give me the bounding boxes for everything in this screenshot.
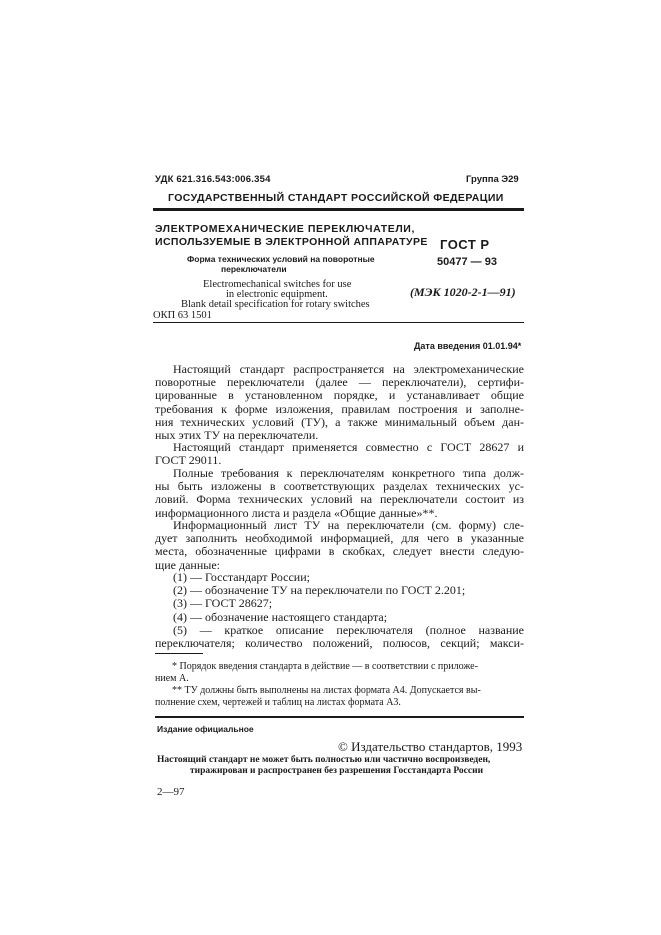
footnote-1-line-1: * Порядок введения стандарта в действие — в соответствии с приложе- bbox=[172, 661, 478, 672]
paragraph-line: ния технических условий (ТУ), а также минимальный объем дан- bbox=[155, 414, 524, 429]
gost-designation: ГОСТ Р bbox=[440, 237, 490, 252]
list-item: (5) — краткое описание переключателя (полное название bbox=[173, 622, 524, 637]
reproduction-notice-line-2: тиражирован и распространен без разрешения Госстандарта России bbox=[190, 766, 484, 776]
official-edition-label: Издание официальное bbox=[157, 724, 254, 734]
paragraph-line: требования к форме изложения, правилам построения и заполне- bbox=[155, 401, 524, 416]
footnote-separator bbox=[155, 653, 203, 654]
footnote-1-line-2: нием А. bbox=[155, 673, 189, 684]
paragraph-info-sheet bbox=[155, 519, 524, 572]
footnote-2-line-1: ** ТУ должны быть выполнены на листах формата А4. Допускается вы- bbox=[172, 685, 481, 696]
title-ru-line-1: ЭЛЕКТРОМЕХАНИЧЕСКИЕ ПЕРЕКЛЮЧАТЕЛИ, bbox=[155, 223, 415, 235]
standard-banner: ГОСУДАРСТВЕННЫЙ СТАНДАРТ РОССИЙСКОЙ ФЕДЕРАЦИИ bbox=[168, 192, 504, 204]
footnote-2-line-2: полнение схем, чертежей и таблиц на листах формата А3. bbox=[155, 697, 401, 708]
paragraph-line: Информационный лист ТУ на переключатели (см. форму) сле- bbox=[173, 518, 524, 532]
paragraph-line: ловий. Форма технических условий на переключатели состоит из bbox=[155, 492, 524, 507]
title-divider bbox=[153, 322, 524, 323]
paragraph-line: ных этих ТУ на переключатели. bbox=[155, 427, 319, 442]
banner-thick-rule bbox=[153, 208, 524, 211]
paragraph-line: ГОСТ 29011. bbox=[155, 453, 222, 468]
subtitle-line-1: Форма технических условий на поворотные bbox=[187, 254, 375, 264]
gost-number: 50477 — 93 bbox=[437, 256, 497, 268]
list-item: (1) — Госстандарт России; bbox=[173, 570, 310, 584]
paragraph-line: Настоящий стандарт распространяется на электромеханические bbox=[173, 362, 524, 376]
paragraph-line: места, обозначенные цифрами в скобках, следует внести следую- bbox=[155, 544, 524, 559]
paragraph-line: щие данные: bbox=[155, 557, 220, 572]
group-code: Группа Э29 bbox=[466, 174, 519, 185]
paragraph-usage bbox=[155, 441, 524, 467]
title-en-line-3: Blank detail specification for rotary switches bbox=[181, 299, 370, 310]
reproduction-notice-line-1: Настоящий стандарт не может быть полностью или частично воспроизведен, bbox=[157, 755, 491, 765]
copyright-notice: © Издательство стандартов, 1993 bbox=[338, 739, 523, 754]
title-en-line-2: in electronic equipment. bbox=[226, 289, 328, 300]
title-ru-line-2: ИСПОЛЬЗУЕМЫЕ В ЭЛЕКТРОННОЙ АППАРАТУРЕ bbox=[155, 236, 428, 248]
list-item: (4) — обозначение настоящего стандарта; bbox=[173, 609, 388, 624]
paragraph-line: ны быть изложены в соответствующих разделах технических ус- bbox=[155, 479, 524, 494]
paragraph-line: информационного листа и раздела «Общие данные»**. bbox=[155, 505, 438, 520]
introduction-date: Дата введения 01.01.94* bbox=[414, 341, 522, 351]
list-item: (3) — ГОСТ 28627; bbox=[173, 596, 273, 611]
data-list bbox=[173, 571, 524, 637]
list-continuation bbox=[155, 637, 524, 650]
paragraph-requirements bbox=[155, 467, 524, 520]
paragraph-scope bbox=[155, 363, 524, 442]
iec-equivalent: (МЭК 1020-2-1—91) bbox=[410, 285, 516, 299]
udk-code: УДК 621.316.543:006.354 bbox=[155, 174, 271, 185]
page-code: 2—97 bbox=[157, 786, 185, 798]
paragraph-line: цированные в установленном порядке, и устанавливает общие bbox=[155, 388, 524, 403]
list-item: (2) — обозначение ТУ на переключатели по ГОСТ 2.201; bbox=[173, 583, 466, 598]
okp-code: ОКП 63 1501 bbox=[153, 310, 212, 321]
footer-rule bbox=[155, 716, 524, 718]
subtitle-line-2: переключатели bbox=[221, 264, 287, 274]
title-en-line-1: Electromechanical switches for use bbox=[203, 279, 352, 290]
paragraph-line: переключателя; количество положений, полюсов, секций; макси- bbox=[155, 636, 524, 650]
paragraph-line: Настоящий стандарт применяется совместно с ГОСТ 28627 и bbox=[173, 440, 524, 454]
paragraph-line: дует заполнить необходимой информацией, для чего в указанные bbox=[155, 531, 524, 546]
paragraph-line: Полные требования к переключателям конкретного типа долж- bbox=[173, 466, 524, 480]
paragraph-line: поворотные переключатели (далее — переключатели), сертифи- bbox=[155, 375, 524, 390]
